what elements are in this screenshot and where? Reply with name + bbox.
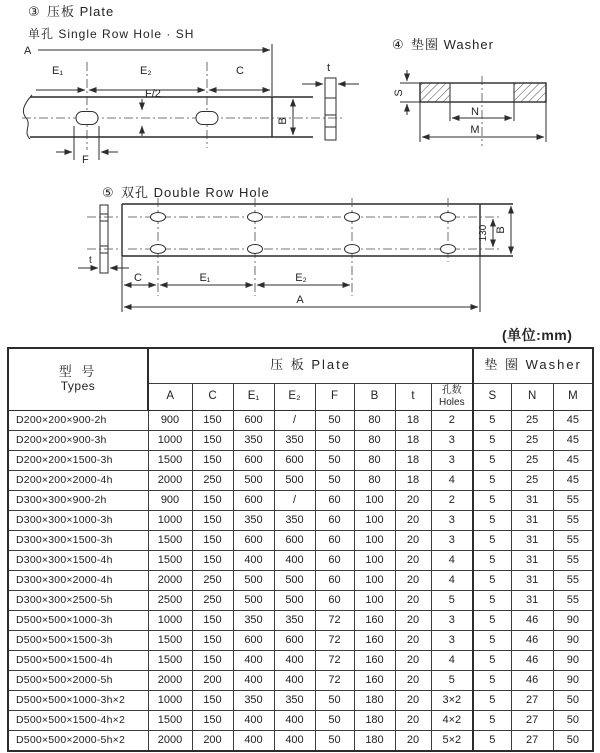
type-cell: D200×200×900-3h xyxy=(8,430,148,450)
double-drawing-number: ⑤ xyxy=(102,185,115,200)
value-cell: 90 xyxy=(553,610,593,630)
plate-drawing-subtitle: 单孔 Single Row Hole · SH xyxy=(28,27,195,41)
dim-label-E2-2: E₂ xyxy=(295,272,307,284)
header-col-N: N xyxy=(511,383,553,410)
value-cell: 500 xyxy=(233,570,274,590)
table-row xyxy=(8,630,593,650)
value-cell: 600 xyxy=(233,410,274,430)
type-cell: D200×200×2000-4h xyxy=(8,470,148,490)
value-cell: 27 xyxy=(511,730,553,751)
value-cell: 5 xyxy=(473,450,511,470)
value-cell: 400 xyxy=(233,650,274,670)
value-cell: 31 xyxy=(511,530,553,550)
value-cell: 400 xyxy=(274,710,315,730)
single-row-plate-drawing xyxy=(22,4,359,166)
table-row xyxy=(8,530,593,550)
value-cell: 80 xyxy=(354,410,395,430)
table-row xyxy=(8,710,593,730)
value-cell: 350 xyxy=(274,430,315,450)
value-cell: 500 xyxy=(274,590,315,610)
value-cell: 1000 xyxy=(148,510,192,530)
value-cell: 500 xyxy=(233,590,274,610)
value-cell: 20 xyxy=(395,630,431,650)
header-col-t: t xyxy=(395,383,431,410)
table-row xyxy=(8,510,593,530)
value-cell: 31 xyxy=(511,570,553,590)
value-cell: 3 xyxy=(431,610,473,630)
table-row xyxy=(8,490,593,510)
value-cell: 20 xyxy=(395,490,431,510)
value-cell: 250 xyxy=(192,590,233,610)
value-cell: 55 xyxy=(553,550,593,570)
value-cell: 20 xyxy=(395,610,431,630)
value-cell: 60 xyxy=(315,590,354,610)
value-cell: 1000 xyxy=(148,430,192,450)
value-cell: 350 xyxy=(274,610,315,630)
value-cell: 50 xyxy=(315,470,354,490)
dim-label-E1: E₁ xyxy=(52,65,64,77)
washer-drawing-number: ④ xyxy=(392,37,405,52)
value-cell: 5×2 xyxy=(431,730,473,751)
value-cell: 160 xyxy=(354,630,395,650)
value-cell: 80 xyxy=(354,430,395,450)
value-cell: 400 xyxy=(274,670,315,690)
value-cell: 5 xyxy=(473,570,511,590)
value-cell: 80 xyxy=(354,450,395,470)
value-cell: 100 xyxy=(354,530,395,550)
type-cell: D300×300×2000-4h xyxy=(8,570,148,590)
header-holes-en: Holes xyxy=(439,396,465,408)
table-row xyxy=(8,690,593,710)
type-cell: D500×500×1500-4h×2 xyxy=(8,710,148,730)
header-col-B: B xyxy=(354,383,395,410)
value-cell: 5 xyxy=(473,590,511,610)
value-cell: 18 xyxy=(395,430,431,450)
value-cell: 5 xyxy=(473,490,511,510)
value-cell: 55 xyxy=(553,510,593,530)
value-cell: 50 xyxy=(315,410,354,430)
value-cell: 150 xyxy=(192,550,233,570)
value-cell: 600 xyxy=(233,630,274,650)
value-cell: 55 xyxy=(553,490,593,510)
value-cell: 4 xyxy=(431,470,473,490)
value-cell: 3×2 xyxy=(431,690,473,710)
value-cell: 50 xyxy=(315,730,354,751)
value-cell: 5 xyxy=(473,690,511,710)
dim-label-130: 130 xyxy=(478,224,489,242)
value-cell: 400 xyxy=(233,670,274,690)
value-cell: 150 xyxy=(192,650,233,670)
value-cell: 45 xyxy=(553,470,593,490)
value-cell: 5 xyxy=(473,630,511,650)
value-cell: 50 xyxy=(315,710,354,730)
value-cell: 150 xyxy=(192,430,233,450)
washer-drawing xyxy=(392,37,546,146)
value-cell: 100 xyxy=(354,550,395,570)
type-cell: D200×200×1500-3h xyxy=(8,450,148,470)
value-cell: 72 xyxy=(315,650,354,670)
value-cell: 31 xyxy=(511,550,553,570)
value-cell: 4 xyxy=(431,570,473,590)
value-cell: 60 xyxy=(315,530,354,550)
value-cell: 25 xyxy=(511,470,553,490)
value-cell: 60 xyxy=(315,490,354,510)
dim-label-E2: E₂ xyxy=(140,65,152,77)
value-cell: 18 xyxy=(395,470,431,490)
value-cell: 20 xyxy=(395,650,431,670)
value-cell: 20 xyxy=(395,730,431,751)
value-cell: 1500 xyxy=(148,550,192,570)
value-cell: 27 xyxy=(511,710,553,730)
value-cell: 60 xyxy=(315,550,354,570)
value-cell: 5 xyxy=(431,590,473,610)
value-cell: / xyxy=(274,490,315,510)
value-cell: 20 xyxy=(395,710,431,730)
value-cell: 31 xyxy=(511,490,553,510)
value-cell: 150 xyxy=(192,450,233,470)
header-washer-group: 垫 圈 Washer xyxy=(473,348,593,383)
value-cell: 90 xyxy=(553,630,593,650)
value-cell: 50 xyxy=(315,430,354,450)
value-cell: 20 xyxy=(395,530,431,550)
header-types-en: Types xyxy=(60,378,96,393)
value-cell: 2 xyxy=(431,410,473,430)
dim-label-E1-2: E₁ xyxy=(199,272,211,284)
dim-label-t: t xyxy=(327,62,331,74)
technical-drawings xyxy=(0,0,600,346)
header-col-M: M xyxy=(553,383,593,410)
value-cell: 150 xyxy=(192,610,233,630)
value-cell: 180 xyxy=(354,690,395,710)
value-cell: 50 xyxy=(553,730,593,751)
value-cell: 20 xyxy=(395,550,431,570)
dim-label-F-half: F/2 xyxy=(145,88,161,100)
value-cell: 350 xyxy=(233,610,274,630)
value-cell: 5 xyxy=(473,730,511,751)
value-cell: 20 xyxy=(395,570,431,590)
value-cell: 350 xyxy=(233,690,274,710)
dim-label-C2: C xyxy=(134,272,142,284)
header-col-C: C xyxy=(192,383,233,410)
type-cell: D300×300×1000-3h xyxy=(8,510,148,530)
value-cell: 90 xyxy=(553,650,593,670)
table-row xyxy=(8,550,593,570)
value-cell: 80 xyxy=(354,470,395,490)
value-cell: 20 xyxy=(395,510,431,530)
table-row xyxy=(8,610,593,630)
value-cell: 5 xyxy=(431,670,473,690)
type-cell: D300×300×900-2h xyxy=(8,490,148,510)
value-cell: 100 xyxy=(354,510,395,530)
value-cell: 31 xyxy=(511,590,553,610)
value-cell: 500 xyxy=(233,470,274,490)
value-cell: 600 xyxy=(233,450,274,470)
value-cell: 60 xyxy=(315,510,354,530)
dim-label-N: N xyxy=(471,106,479,118)
value-cell: 72 xyxy=(315,630,354,650)
header-col-E1: E₁ xyxy=(233,383,274,410)
value-cell: 4 xyxy=(431,550,473,570)
value-cell: 5 xyxy=(473,510,511,530)
value-cell: 90 xyxy=(553,670,593,690)
value-cell: 5 xyxy=(473,650,511,670)
value-cell: 20 xyxy=(395,670,431,690)
table-row xyxy=(8,470,593,490)
value-cell: 5 xyxy=(473,610,511,630)
table-row xyxy=(8,430,593,450)
value-cell: 350 xyxy=(274,510,315,530)
value-cell: 400 xyxy=(233,550,274,570)
dim-label-t2: t xyxy=(89,255,92,266)
spec-table xyxy=(7,347,594,752)
header-col-A: A xyxy=(148,383,192,410)
value-cell: 180 xyxy=(354,730,395,751)
value-cell: 100 xyxy=(354,590,395,610)
dim-label-S: S xyxy=(393,89,405,97)
value-cell: 50 xyxy=(553,690,593,710)
value-cell: 150 xyxy=(192,690,233,710)
value-cell: 500 xyxy=(274,470,315,490)
value-cell: 25 xyxy=(511,450,553,470)
value-cell: 45 xyxy=(553,410,593,430)
value-cell: 3 xyxy=(431,430,473,450)
header-holes-cn: 孔数 xyxy=(441,385,462,396)
table-row xyxy=(8,570,593,590)
table-row xyxy=(8,650,593,670)
value-cell: 3 xyxy=(431,450,473,470)
value-cell: 180 xyxy=(354,710,395,730)
value-cell: 1000 xyxy=(148,610,192,630)
plate-drawing-number: ③ xyxy=(28,4,41,19)
dim-label-F: F xyxy=(82,154,89,166)
value-cell: 250 xyxy=(192,570,233,590)
value-cell: 600 xyxy=(233,490,274,510)
value-cell: 600 xyxy=(274,450,315,470)
value-cell: 160 xyxy=(354,670,395,690)
type-cell: D500×500×2000-5h×2 xyxy=(8,730,148,751)
type-cell: D500×500×1500-4h xyxy=(8,650,148,670)
value-cell: 72 xyxy=(315,670,354,690)
table-row xyxy=(8,670,593,690)
dim-label-B2: B xyxy=(495,226,507,234)
value-cell: 50 xyxy=(553,710,593,730)
type-cell: D300×300×1500-3h xyxy=(8,530,148,550)
value-cell: 1500 xyxy=(148,530,192,550)
value-cell: 150 xyxy=(192,630,233,650)
washer-drawing-title: 垫圈 Washer xyxy=(411,37,494,52)
value-cell: 5 xyxy=(473,670,511,690)
value-cell: 55 xyxy=(553,530,593,550)
value-cell: 160 xyxy=(354,650,395,670)
header-plate-group: 压 板 Plate xyxy=(148,348,473,383)
table-body xyxy=(8,410,593,751)
value-cell: 46 xyxy=(511,650,553,670)
value-cell: 45 xyxy=(553,430,593,450)
value-cell: 200 xyxy=(192,670,233,690)
dim-label-A: A xyxy=(24,45,32,57)
value-cell: 600 xyxy=(274,630,315,650)
header-types xyxy=(8,348,148,410)
value-cell: 27 xyxy=(511,690,553,710)
value-cell: 31 xyxy=(511,510,553,530)
type-cell: D500×500×2000-5h xyxy=(8,670,148,690)
value-cell: 5 xyxy=(473,550,511,570)
value-cell: 150 xyxy=(192,530,233,550)
double-row-plate-drawing xyxy=(78,185,513,312)
value-cell: 2000 xyxy=(148,730,192,751)
value-cell: 400 xyxy=(233,730,274,751)
value-cell: 150 xyxy=(192,490,233,510)
table-row xyxy=(8,730,593,751)
value-cell: 4×2 xyxy=(431,710,473,730)
value-cell: 25 xyxy=(511,410,553,430)
value-cell: 46 xyxy=(511,610,553,630)
value-cell: 900 xyxy=(148,490,192,510)
value-cell: 2000 xyxy=(148,570,192,590)
value-cell: 350 xyxy=(233,430,274,450)
value-cell: 1500 xyxy=(148,630,192,650)
value-cell: 600 xyxy=(233,530,274,550)
value-cell: 50 xyxy=(315,690,354,710)
value-cell: 3 xyxy=(431,510,473,530)
value-cell: 900 xyxy=(148,410,192,430)
type-cell: D500×500×1000-3h xyxy=(8,610,148,630)
header-col-E2: E₂ xyxy=(274,383,315,410)
value-cell: 400 xyxy=(274,730,315,751)
value-cell: 2500 xyxy=(148,590,192,610)
value-cell: 150 xyxy=(192,710,233,730)
table-row xyxy=(8,590,593,610)
value-cell: 72 xyxy=(315,610,354,630)
value-cell: 5 xyxy=(473,470,511,490)
type-cell: D500×500×1500-3h xyxy=(8,630,148,650)
value-cell: 350 xyxy=(274,690,315,710)
plate-drawing-title: 压板 Plate xyxy=(47,4,115,19)
value-cell: 2 xyxy=(431,490,473,510)
type-cell: D300×300×1500-4h xyxy=(8,550,148,570)
value-cell: 400 xyxy=(274,650,315,670)
value-cell: 350 xyxy=(233,510,274,530)
value-cell: 1500 xyxy=(148,650,192,670)
value-cell: 100 xyxy=(354,570,395,590)
value-cell: 3 xyxy=(431,530,473,550)
header-col-F: F xyxy=(315,383,354,410)
type-cell: D200×200×900-2h xyxy=(8,410,148,430)
type-cell: D500×500×1000-3h×2 xyxy=(8,690,148,710)
dim-label-B: B xyxy=(277,117,289,125)
type-cell: D300×300×2500-5h xyxy=(8,590,148,610)
value-cell: 20 xyxy=(395,590,431,610)
value-cell: 25 xyxy=(511,430,553,450)
table-row xyxy=(8,450,593,470)
value-cell: 4 xyxy=(431,650,473,670)
value-cell: 1500 xyxy=(148,450,192,470)
value-cell: 150 xyxy=(192,410,233,430)
value-cell: 500 xyxy=(274,570,315,590)
value-cell: 55 xyxy=(553,570,593,590)
dim-label-A2: A xyxy=(296,294,304,306)
value-cell: 400 xyxy=(233,710,274,730)
header-types-cn: 型 号 xyxy=(58,363,98,379)
value-cell: 18 xyxy=(395,450,431,470)
value-cell: 2000 xyxy=(148,470,192,490)
value-cell: / xyxy=(274,410,315,430)
value-cell: 5 xyxy=(473,430,511,450)
value-cell: 3 xyxy=(431,630,473,650)
value-cell: 100 xyxy=(354,490,395,510)
value-cell: 46 xyxy=(511,670,553,690)
value-cell: 46 xyxy=(511,630,553,650)
header-col-holes xyxy=(431,383,473,410)
value-cell: 160 xyxy=(354,610,395,630)
value-cell: 150 xyxy=(192,510,233,530)
value-cell: 18 xyxy=(395,410,431,430)
value-cell: 5 xyxy=(473,530,511,550)
dim-label-C: C xyxy=(236,65,244,77)
value-cell: 1000 xyxy=(148,690,192,710)
value-cell: 55 xyxy=(553,590,593,610)
value-cell: 50 xyxy=(315,450,354,470)
header-col-S: S xyxy=(473,383,511,410)
value-cell: 400 xyxy=(274,550,315,570)
value-cell: 45 xyxy=(553,450,593,470)
value-cell: 1500 xyxy=(148,710,192,730)
value-cell: 5 xyxy=(473,710,511,730)
value-cell: 20 xyxy=(395,690,431,710)
value-cell: 250 xyxy=(192,470,233,490)
double-drawing-title: 双孔 Double Row Hole xyxy=(121,185,270,200)
dim-label-M: M xyxy=(470,124,480,136)
unit-note: (单位:mm) xyxy=(502,327,573,343)
value-cell: 2000 xyxy=(148,670,192,690)
value-cell: 600 xyxy=(274,530,315,550)
value-cell: 200 xyxy=(192,730,233,751)
value-cell: 5 xyxy=(473,410,511,430)
table-row xyxy=(8,410,593,430)
value-cell: 60 xyxy=(315,570,354,590)
